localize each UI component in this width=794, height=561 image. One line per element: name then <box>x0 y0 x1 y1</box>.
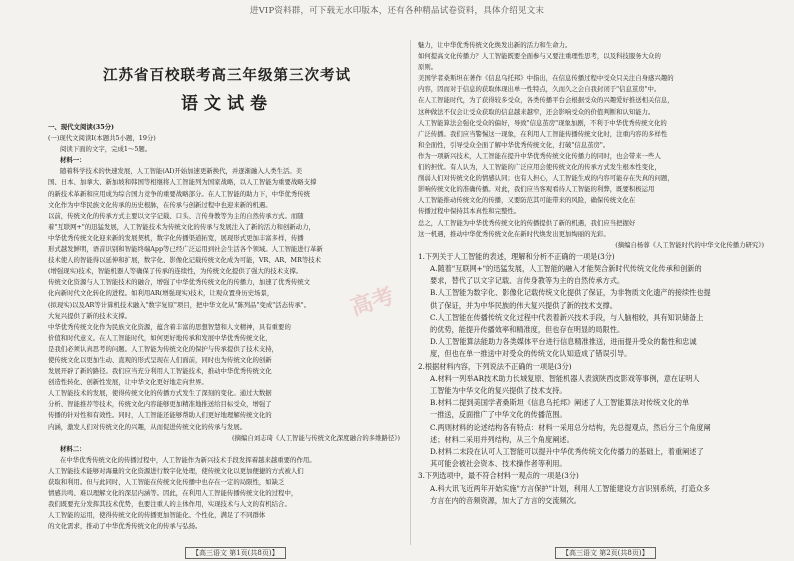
paragraph-line: 魅力，让中华优秀传统文化焕发出新的活力和生命力。 <box>418 41 572 49</box>
paragraph-line: 和全面性，引导受众全面了解中华优秀传统文化，打破"信息茧房"。 <box>418 140 610 149</box>
page-footer-2: 【高三语文 第2页(共8页)】 <box>555 547 656 559</box>
paragraph-line: 随着科学技术的快速发展，人工智能(AI)开始加速更新换代，并逐渐融入人类生活。美 <box>60 167 303 176</box>
question-line: 供了保证，并为中华民族的伟大复兴提供了新的技术支撑。 <box>430 300 617 310</box>
question-line: D.材料二末段在认可人工智能可以提升中华优秀传统文化传播力的基础上，着重阐述了 <box>430 447 704 457</box>
paragraph-line: 传统文化资源与人工智能技术的融合，增强了中华优秀传统文化的传播力，加速了优秀传统文 <box>48 278 311 287</box>
paragraph-line: 大复兴提供了新的技术支撑。 <box>48 311 132 320</box>
subsection-heading: (一)现代文阅读Ⅰ(本题共5小题，19分) <box>48 134 156 143</box>
section-heading: 一、现代文阅读(35分) <box>48 123 115 131</box>
paragraph-line: 在中华优秀传统文化的传播过程中，人工智能作为新兴技术手段发挥着越来越重要的作用。 <box>60 455 316 464</box>
vip-banner: 进VIP资料群，可下载无水印版本，还有各种精品试卷资料，具体介绍见文末 <box>249 6 545 16</box>
question-line: 方言在内的音频资源，加大了方言的交流频次。 <box>430 495 581 505</box>
paragraph-line: 人工智能技术能够对海量的文化资源进行数字化处理，使传统文化以更加便捷的方式被人们 <box>48 466 304 475</box>
paragraph-line: 人工智能算法会强化受众的偏好，导致"信息茧房"现象加剧，不利于中华优秀传统文化的 <box>418 118 667 127</box>
right-page <box>418 40 770 549</box>
paragraph-line: 美国学者桑斯坦在著作《信息乌托邦》中指出，在信息传播过程中受众只关注自身感兴趣的 <box>418 74 674 83</box>
question-line: 1.下列关于人工智能的表述，理解和分析不正确的一项是(3分) <box>418 251 615 261</box>
paragraph-line: 化向新时代文化转化的进程。如利用AR(增强现实)技术，让观众置身历史场景， <box>48 289 274 298</box>
question-line: 述；材料二采用并列结构，从三个角度阐述。 <box>430 434 574 444</box>
question-line: 其可能会被社会资本、技术操作者等利用。 <box>430 459 567 469</box>
material2-source: (摘编自杨蓉《人工智能时代的中华文化传播力研究》) <box>615 240 764 249</box>
question-line: 一推送，反面推广了中华文化的传播范围。 <box>430 410 567 420</box>
paragraph-line: 原则。 <box>418 63 438 72</box>
paragraph-line: 传播的针对性和有效性。同时，人工智能还能够帮助人们更好地理解传统文化的 <box>48 411 272 420</box>
paragraph-line: 文化作为中华民族文化传承的历史根脉，在传承与创新过程中也迎来新的机遇。 <box>48 200 272 209</box>
paragraph-line: 发展开辟了新的路径。我们应当充分利用人工智能技术，推动中华优秀传统文化 <box>48 367 272 376</box>
exam-subtitle: 语文试卷 <box>181 94 273 114</box>
paragraph-line: 广泛传播。我们应当警惕这一现象，在利用人工智能传播传统文化时，注重内容的多样性 <box>418 129 668 138</box>
paragraph-line: 的新技术革新和应用成为综合国力竞争的重要战略部分。在人工智能的助力下，中华优秀传统 <box>48 189 311 198</box>
paragraph-line: 这一机遇，推动中华优秀传统文化在新时代焕发出更加绚丽的光彩。 <box>418 229 610 238</box>
exam-title: 江苏省百校联考高三年级第三次考试 <box>103 67 351 84</box>
paragraph-line: 如何提高文化传播力？人工智能既要全面参与又要注重理性思考，以及科技服务大众的 <box>418 52 661 61</box>
page-footer-1: 【高三语文 第1页(共8页)】 <box>185 547 286 559</box>
question-line: 2.根据材料内容，下列说法不正确的一项是(3分) <box>418 361 572 371</box>
paragraph-line: 总之，人工智能为中华优秀传统文化的传播提供了新的机遇，我们应当把握好 <box>418 218 636 227</box>
paragraph-line: 价值和时代意义。在人工智能时代，如何更好地传承和发展中华优秀传统文化， <box>48 333 272 342</box>
material2-continued <box>418 40 770 240</box>
paragraph-line: 分析、智能推荐等技术，传统文化内容能够更加精准地推送给目标受众，增强了 <box>48 400 272 409</box>
question-line: C.人工智能在传播传统文化过程中代表着新兴技术手段，与人脑相较，具有知识储备上 <box>430 312 704 322</box>
paragraph-line: 中华优秀传统文化作为民族文化资源，蕴含着丰富的思想智慧和人文精神，具有重要的 <box>48 322 291 331</box>
question-line: D.人工智能算法能助力各类媒体平台进行信息精准推送，进而提升受众的黏性和忠诚 <box>430 337 697 347</box>
paragraph-line: 技术使人的智能得以延伸和扩展，数字化、影像化记载传统文化成为可能，VR、AR、MR等技术 <box>48 256 322 265</box>
material2-body <box>48 455 406 533</box>
paragraph-line: 创造性转化、创新性发展，让中华文化更好地走向世界。 <box>48 378 208 387</box>
question-line: 度，但也在单一推送中对受众的传统文化认知造成了错误引导。 <box>430 349 632 359</box>
question-line: 要求，替代了以文字记载、言传身教等为主的自然传承方式。 <box>430 276 625 286</box>
question-line: A.材料一列举AR技术助力长城复原、智能机器人表演陕西皮影戏等事例，意在证明人 <box>430 373 700 383</box>
paragraph-line: 人工智能推动传统文化的传播，又要防范其可能带来的风险，确保传统文化在 <box>418 196 636 205</box>
paragraph-line: 使传统文化以更加生动、直观的形式呈现在人们面前，同时也为传统文化的创新 <box>48 355 272 364</box>
material2-label: 材料二： <box>60 444 86 453</box>
paragraph-line: 是我们必须认真思考的问题。人工智能为传统文化的保护与传承提供了技术支持， <box>48 344 279 353</box>
paragraph-line: 着"互联网+"的迅猛发展，人工智能技术为传统文化的传承与发展注入了新的活力和创新动力， <box>48 222 315 231</box>
paragraph-line: 获取和利用。但与此同时，人工智能在传统文化传播中也存在一定的局限性，如缺乏 <box>48 478 285 486</box>
paragraph-line: 我们既要充分发挥其技术优势，也要注重人的主体作用，实现技术与人文的有机结合。 <box>48 500 291 509</box>
paragraph-line: 以前，传统文化的传承方式主要以文字记载、口头、言传身教等为主的自然传承方式。而随 <box>48 211 304 220</box>
paragraph-line: 在人工智能时代，为了获得较多受众，各类传播平台会根据受众的兴趣爱好推送相关信息， <box>418 96 674 105</box>
page-divider <box>410 40 411 545</box>
paragraph-line: (增强现实)技术，智能机器人等确保了传承的连续性，为传统文化提供了强大的技术支撑。 <box>48 267 303 276</box>
paragraph-line: 影响传统文化的准确传播。对此，我们应当客观看待人工智能的利弊，既要积极运用 <box>418 185 655 194</box>
question-line: 的优势，能提升传播效率和精准度，但也存在明显的局限性。 <box>430 325 625 334</box>
paragraph-line: 削弱人们对传统文化的情感认同；也有人担心，人工智能生成的内容可能存在失真的问题， <box>418 174 674 183</box>
paragraph-line: 这种做法不仅会让受众获取的信息越来越窄，还会影响受众的价值判断和认知能力。 <box>418 107 655 116</box>
questions-block <box>418 251 770 507</box>
paragraph-line: (拟现实)以及AR等计算机技术融入"数字复原"项目，把中华文化从"陈列品"变成"活态传承"。 <box>48 300 311 309</box>
paragraph-line: 形式越发鲜明，语音识别和智能终端App等已经广泛运用到社会生活各个领域。人工智能进行革新 <box>48 245 323 254</box>
question-line: B.人工智能为数字化、影像化记载传统文化提供了保证，为非物质文化遗产的接续性也提 <box>430 288 711 298</box>
paragraph-line: 内涵，激发人们对传统文化的兴趣，从而促进传统文化的传承与发展。 <box>48 422 247 431</box>
question-line: B.材料二提到美国学者桑斯坦《信息乌托邦》阐述了人工智能算法对传统文化的单 <box>430 398 690 408</box>
paragraph-line: 传播过程中保持其本真性和完整性。 <box>418 207 521 216</box>
paragraph-line: 情感共鸣、难以理解文化的深层内涵等。因此，在利用人工智能传播传统文化的过程中， <box>48 489 298 498</box>
question-line: A.随着"互联网+"的迅猛发展，人工智能的融入才能契合新时代传统文化传承和创新的 <box>430 263 702 273</box>
question-line: 工智能为中华文化的复兴提供了技术支持。 <box>430 386 567 396</box>
paragraph-line: 人工智能技术的发展，使得传统文化的传播方式发生了深刻的变化。通过大数据 <box>48 389 272 398</box>
question-line: 3.下列选项中，最不符合材料一观点的一项是(3分) <box>418 471 579 481</box>
paragraph-line: 的文化需求，推动了中华优秀传统文化的传承与弘扬。 <box>48 522 202 531</box>
question-line: C.两则材料的论述结构各有特点：材料一采用总分结构，先总提观点，然后分三个角度阐 <box>430 422 711 432</box>
paragraph-line: 中华优秀传统文化迎来新的发展契机，数字化传播渠道拓宽，展现形式更加丰富多样，传播 <box>48 233 304 242</box>
paragraph-line: 们的担忧。有人认为，人工智能的广泛应用会使传统文化的传承方式发生根本性变化， <box>418 163 661 172</box>
material1-label: 材料一： <box>60 156 86 165</box>
watermark-stamp: 高考 <box>347 282 398 322</box>
paragraph-line: 内容，因而对于信息的获取体现出单一性特点，久而久之会自我封闭于"信息茧房"中。 <box>418 85 661 94</box>
paragraph-line: 人工智能的运用，使得传统文化的传播更加智能化、个性化，满足了不同群体 <box>48 511 266 520</box>
paragraph-line: 作为一项新兴技术，人工智能在提升中华优秀传统文化传播力的同时，也会带来一些人 <box>418 151 661 160</box>
paragraph-line: 国、日本、加拿大、新加坡和韩国等相继将人工智能列为国家战略，以人工智能为重要战略支撑 <box>48 178 317 187</box>
instruction-text: 阅读下面的文字，完成1～5题。 <box>60 145 152 154</box>
material1-source: (摘编自刘志琦《人工智能与传统文化深度融合的多维路径》) <box>232 433 400 442</box>
question-line: A.科大讯飞近两年开始实施"方言保护"计划，利用人工智能建设方言识别系统，打造众多 <box>430 483 711 493</box>
